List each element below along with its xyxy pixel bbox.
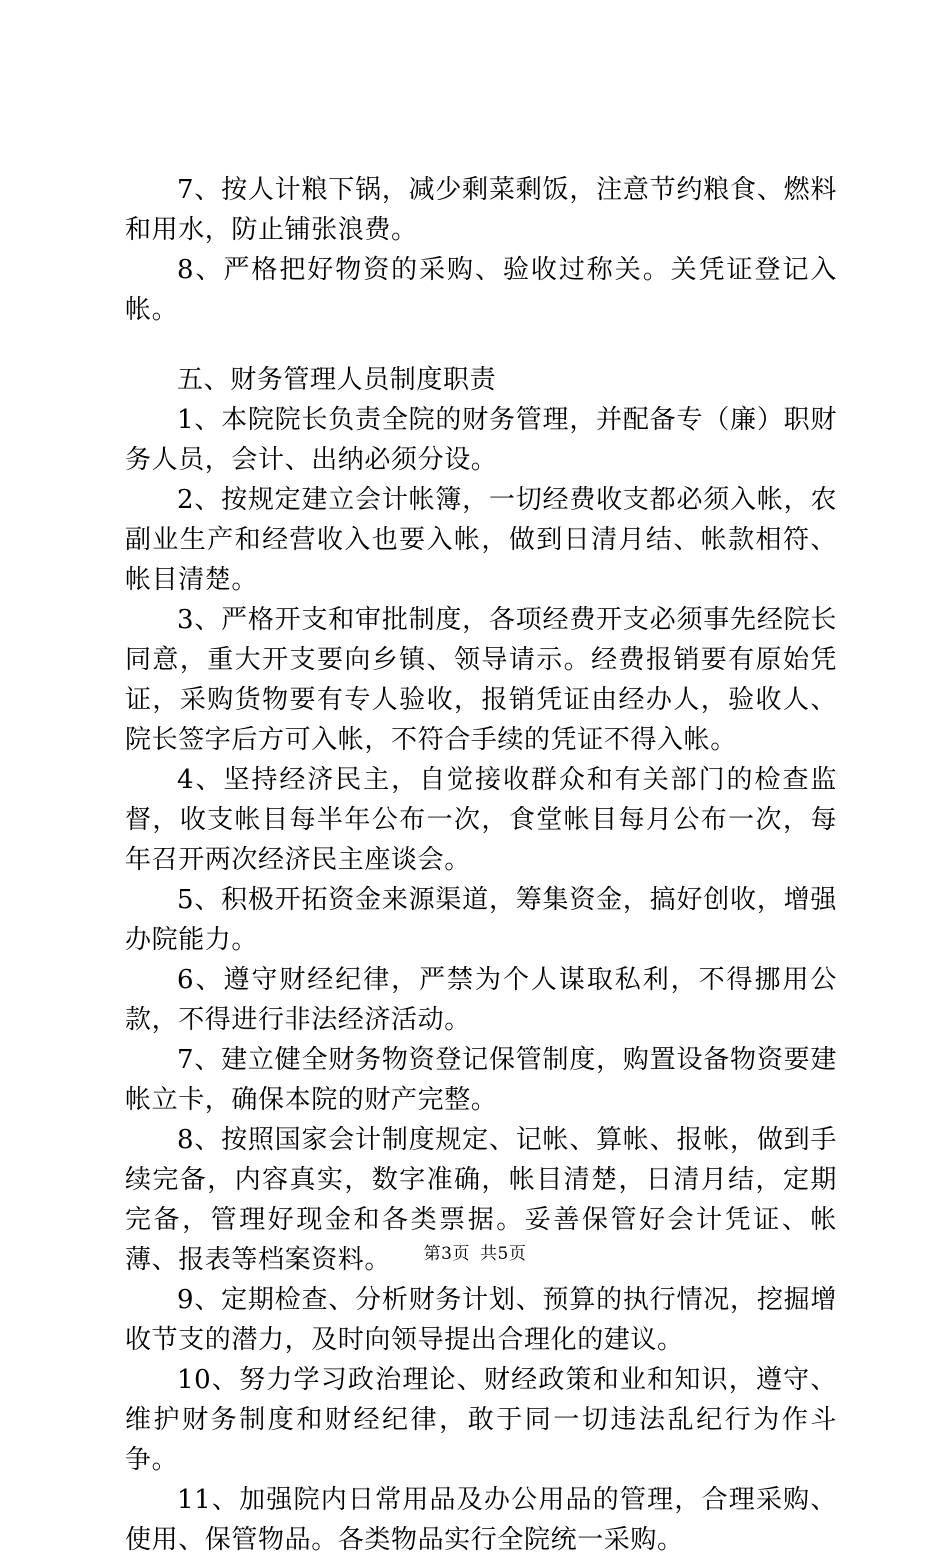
- section-item-2: 2、按规定建立会计帐簿，一切经费收支都必须入帐，农副业生产和经营收入也要入帐，做到日清月结、帐款相符、帐目清楚。: [125, 485, 837, 595]
- section-item-7: 7、建立健全财务物资登记保管制度，购置设备物资要建帐立卡，确保本院的财产完整。: [125, 1045, 837, 1115]
- page-footer: [0, 1243, 950, 1265]
- intro-item-8: 8、严格把好物资的采购、验收过称关。关凭证登记入帐。: [125, 255, 837, 325]
- section-item-6: 6、遵守财经纪律，严禁为个人谋取私利，不得挪用公款，不得进行非法经济活动。: [125, 965, 837, 1035]
- section-item-11: 11、加强院内日常用品及办公用品的管理，合理采购、使用、保管物品。各类物品实行全院统一采购。: [125, 1485, 837, 1555]
- section-item-10: 10、努力学习政治理论、财经政策和业和知识，遵守、维护财务制度和财经纪律，敢于同一切违法乱纪行为作斗争。: [125, 1365, 837, 1475]
- section-item-3: 3、严格开支和审批制度，各项经费开支必须事先经院长同意，重大开支要向乡镇、领导请示。经费报销要有原始凭证，采购货物要有专人验收，报销凭证由经办人，验收人、院长签字后方可入帐，不符合手续的凭证不得入帐。: [125, 605, 837, 755]
- section-item-4: 4、坚持经济民主，自觉接收群众和有关部门的检查监督，收支帐目每半年公布一次，食堂帐目每月公布一次，每年召开两次经济民主座谈会。: [125, 765, 837, 875]
- section-item-5: 5、积极开拓资金来源渠道，筹集资金，搞好创收，增强办院能力。: [125, 885, 837, 955]
- section-item-8: 8、按照国家会计制度规定、记帐、算帐、报帐，做到手续完备，内容真实，数字准确，帐目清楚，日清月结，定期完备，管理好现金和各类票据。妥善保管好会计凭证、帐薄、报表等档案资料。: [125, 1125, 837, 1275]
- document-body: [125, 170, 837, 1560]
- section-item-9: 9、定期检查、分析财务计划、预算的执行情况，挖掘增收节支的潜力，及时向领导提出合理化的建议。: [125, 1285, 837, 1355]
- section-item-1: 1、本院院长负责全院的财务管理，并配备专（廉）职财务人员，会计、出纳必须分设。: [125, 405, 837, 475]
- intro-item-7: 7、按人计粮下锅，减少剩菜剩饭，注意节约粮食、燃料和用水，防止铺张浪费。: [125, 175, 837, 245]
- page-total: 共5页: [480, 1244, 527, 1264]
- page-number: 第3页: [423, 1244, 470, 1264]
- section-title: 五、财务管理人员制度职责: [177, 365, 497, 395]
